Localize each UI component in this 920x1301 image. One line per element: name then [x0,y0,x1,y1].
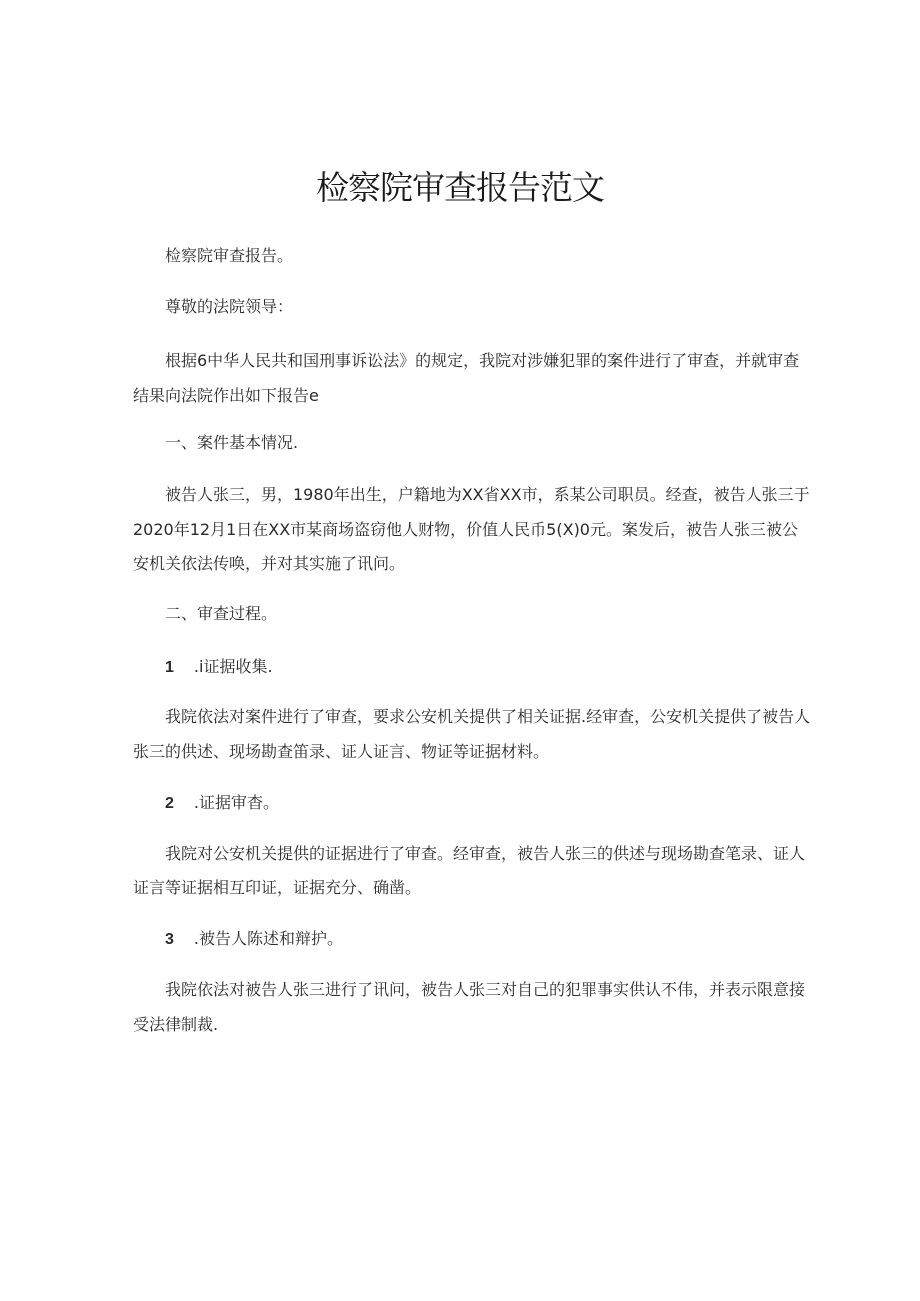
intro-line-1: 根据6中华人民共和国刑事诉讼法》的规定，我院对涉嫌犯罪的案件进行了审查，并就审查 [165,351,800,370]
section1-line-1: 被告人张三，男，1980年出生，户籍地为XX省XX市，系某公司职员。经查，被告人张三于 [165,485,810,504]
section2-heading: 二、审查过程。 [165,604,278,623]
section1-heading: 一、案件基本情况. [165,433,299,452]
item3-number: 3 [165,931,174,948]
section1-line-2: 2020年12月1日在XX市某商场盗窃他人财物，价值人民币5(X)0元。案发后，被告人张三被公 [133,520,798,539]
item1-label: .i证据收集. [193,657,273,676]
document-title: 检察院审查报告范文 [316,168,604,207]
item2-heading [165,792,279,815]
item1-heading [165,656,273,679]
item1-line-1: 我院依法对案件进行了审查，要求公安机关提供了相关证据.经审查，公安机关提供了被告人 [165,707,811,726]
item3-heading [165,928,343,951]
item3-label: .被告人陈述和辩护。 [193,929,343,948]
item3-line-1: 我院依法对被告人张三进行了讯问，被告人张三对自己的犯罪事实供认不伟，并表示限意接 [165,980,806,999]
section1-line-3: 安机关依法传唤，并对其实施了讯问。 [133,554,406,573]
item2-label: .证据审杳。 [193,793,279,812]
item2-line-1: 我院对公安机关提供的证据进行了审查。经审查，被告人张三的供述与现场勘查笔录、证人 [165,844,806,863]
item1-number: 1 [165,659,174,676]
report-heading: 检察院审查报告。 [165,246,294,265]
item3-line-2: 受法律制裁. [133,1015,219,1034]
item2-line-2: 证言等证据相互印证，证据充分、确凿。 [133,878,422,897]
item1-line-2: 张三的供述、现场勘查笛录、证人证言、物证等证据材料。 [133,742,550,761]
item2-number: 2 [165,795,174,812]
salutation: 尊敬的法院领导： [165,297,294,316]
intro-line-2: 结果向法院作出如下报告e [133,386,319,405]
